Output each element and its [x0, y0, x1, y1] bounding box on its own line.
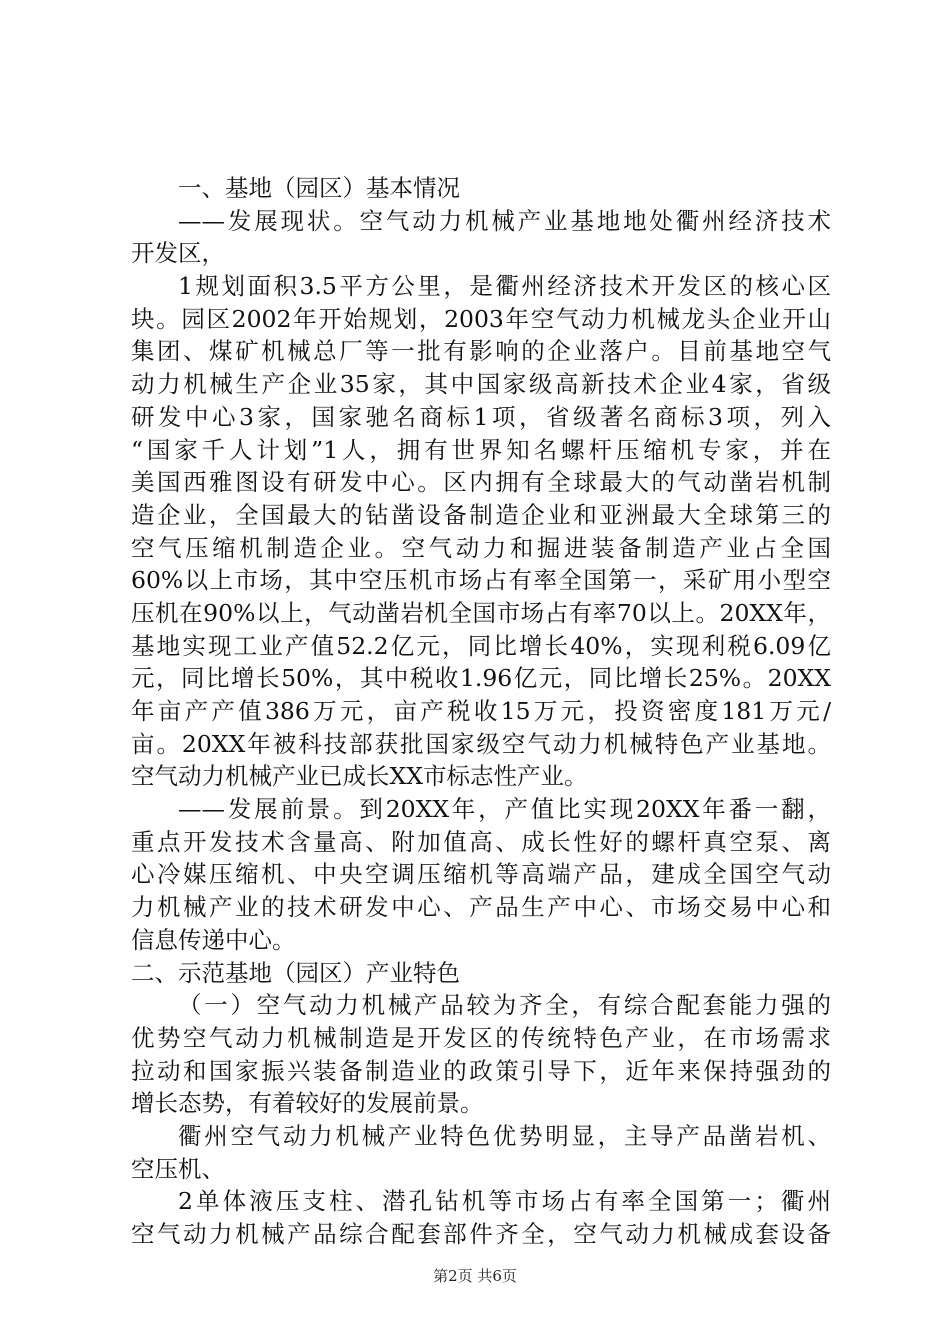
text-line: 空压机、	[131, 1154, 225, 1183]
text-line: ——发展现状。空气动力机械产业基地地处衢州经济技术	[178, 206, 831, 235]
text-line: 衢州空气动力机械产业特色优势明显，主导产品凿岩机、	[178, 1121, 831, 1150]
text-line: 动力机械生产企业35家，其中国家级高新技术企业4家，省级	[131, 370, 831, 399]
text-line: 开发区，	[131, 239, 225, 268]
text-line: 元，同比增长50%，其中税收1.96亿元，同比增长25%。20XX	[131, 664, 831, 693]
text-line: 空气压缩机制造企业。空气动力和掘进装备制造产业占全国	[131, 533, 831, 562]
text-line: 2单体液压支柱、潜孔钻机等市场占有率全国第一；衢州	[178, 1187, 831, 1216]
page-footer: 第2页 共6页	[433, 1267, 517, 1285]
text-line: 美国西雅图设有研发中心。区内拥有全球最大的气动凿岩机制	[131, 468, 831, 497]
text-line: 优势空气动力机械制造是开发区的传统特色产业，在市场需求	[131, 1023, 831, 1052]
text-line: 基地实现工业产值52.2亿元，同比增长40%，实现利税6.09亿	[131, 631, 831, 660]
text-line: 集团、煤矿机械总厂等一批有影响的企业落户。目前基地空气	[131, 337, 831, 366]
text-line: 研发中心3家，国家驰名商标1项，省级著名商标3项，列入	[131, 402, 831, 431]
text-line: 空气动力机械产业已成长XX市标志性产业。	[131, 762, 588, 791]
text-line: 造企业，全国最大的钻凿设备制造企业和亚洲最大全球第三的	[131, 500, 831, 529]
text-line: 信息传递中心。	[131, 925, 296, 954]
text-line: 二、示范基地（园区）产业特色	[131, 958, 460, 987]
text-line: 增长态势，有着较好的发展前景。	[131, 1089, 484, 1118]
text-line: 年亩产产值386万元，亩产税收15万元，投资密度181万元/	[131, 697, 831, 725]
text-line: 心冷媒压缩机、中央空调压缩机等高端产品，建成全国空气动	[131, 860, 831, 889]
text-line: 60%以上市场，其中空压机市场占有率全国第一，采矿用小型空	[131, 566, 831, 595]
text-line: 空气动力机械产品综合配套部件齐全，空气动力机械成套设备	[131, 1220, 831, 1248]
text-line: 压机在90%以上，气动凿岩机全国市场占有率70以上。20XX年，	[131, 598, 831, 627]
text-line: 块。园区2002年开始规划，2003年空气动力机械龙头企业开山	[131, 304, 831, 333]
text-line: 拉动和国家振兴装备制造业的政策引导下，近年来保持强劲的	[131, 1056, 831, 1085]
text-line: 1规划面积3.5平方公里，是衢州经济技术开发区的核心区	[178, 272, 831, 301]
text-line: 重点开发技术含量高、附加值高、成长性好的螺杆真空泵、离	[131, 827, 831, 856]
document-body	[131, 172, 831, 1251]
text-line: 力机械产业的技术研发中心、产品生产中心、市场交易中心和	[131, 893, 831, 922]
text-line: 一、基地（园区）基本情况	[178, 174, 460, 202]
text-line: “国家千人计划”1人，拥有世界知名螺杆压缩机专家，并在	[131, 435, 831, 464]
text-line: 亩。20XX年被科技部获批国家级空气动力机械特色产业基地。	[131, 729, 831, 758]
text-line: （一）空气动力机械产品较为齐全，有综合配套能力强的	[178, 991, 831, 1020]
text-line: ——发展前景。到20XX年，产值比实现20XX年番一翻，	[178, 795, 831, 824]
